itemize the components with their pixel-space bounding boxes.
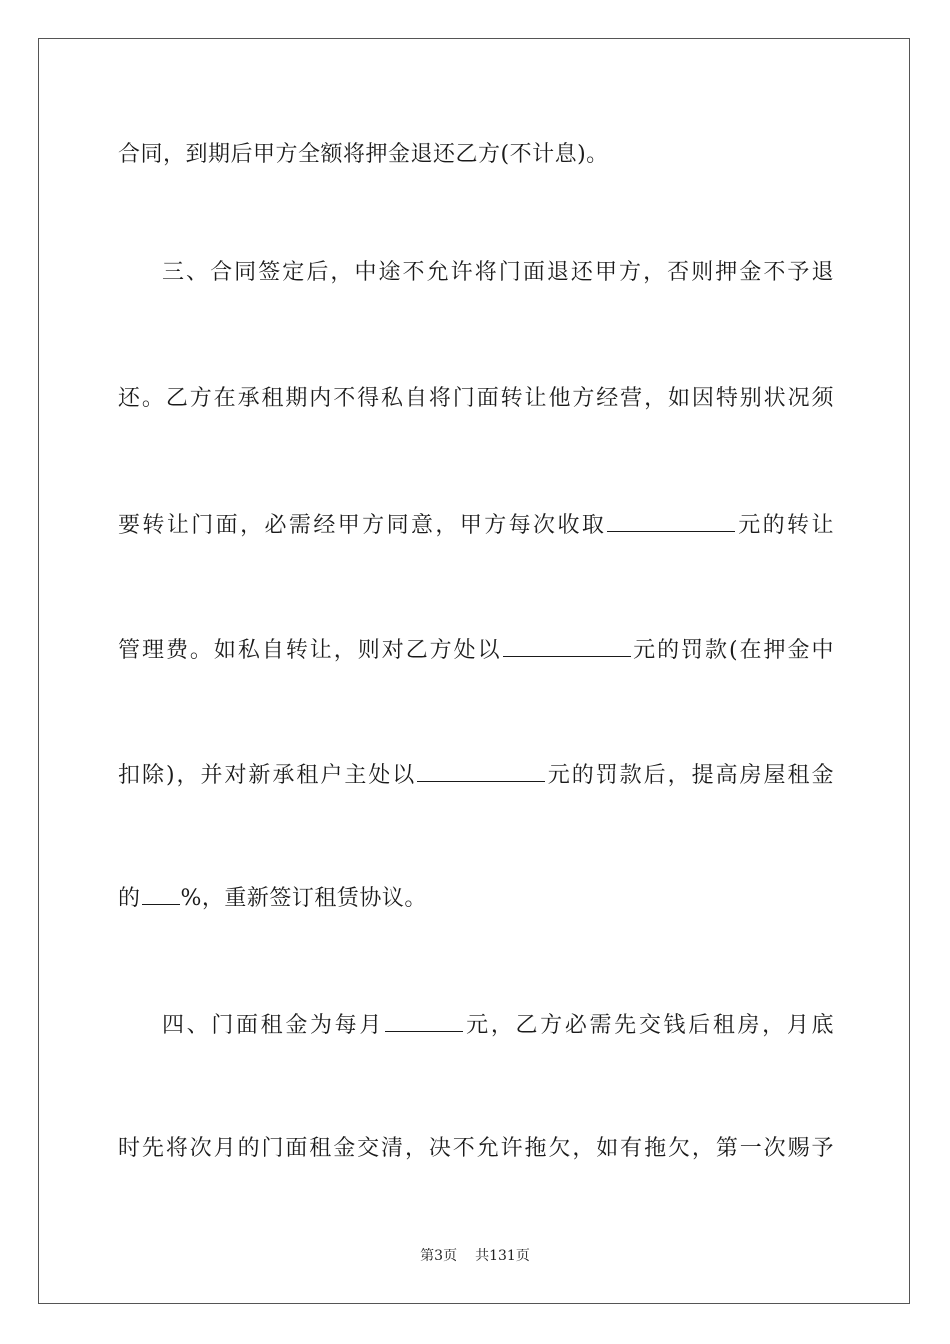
text-segment: 扣除)，并对新承租户主处以 (118, 763, 417, 788)
text-segment: 元的罚款后，提高房屋租金 (546, 763, 834, 788)
text-segment: 元的转让 (736, 513, 834, 538)
text-line-4 (118, 509, 834, 539)
text-line-8 (118, 1009, 834, 1039)
text-segment: 四、门面租金为每月 (162, 1013, 384, 1038)
page-border (38, 38, 910, 1304)
page-total: 共131页 (475, 1248, 530, 1264)
text-segment: 的 (118, 886, 141, 911)
text-line-6 (118, 759, 834, 789)
text-segment: 管理费。如私自转让，则对乙方处以 (118, 638, 502, 663)
text-segment: 元，乙方必需先交钱后租房，月底 (464, 1013, 834, 1038)
text-line-3: 还。乙方在承租期内不得私自将门面转让他方经营，如因特别状况须 (118, 386, 834, 411)
fill-in-blank (385, 1009, 463, 1032)
fill-in-blank (503, 634, 631, 657)
text-segment: %，重新签订租赁协议。 (180, 886, 427, 911)
page-number: 第3页 (420, 1248, 458, 1264)
fill-in-blank (417, 759, 545, 782)
text-line-9: 时先将次月的门面租金交清，决不允许拖欠，如有拖欠，第一次赐予 (118, 1136, 834, 1161)
text-line-1: 合同，到期后甲方全额将押金退还乙方(不计息)。 (118, 142, 609, 167)
fill-in-blank (142, 882, 180, 905)
text-line-2: 三、合同签定后，中途不允许将门面退还甲方，否则押金不予退 (162, 260, 834, 285)
page-footer (0, 1247, 950, 1265)
text-line-5 (118, 634, 834, 664)
text-segment: 要转让门面，必需经甲方同意，甲方每次收取 (118, 513, 607, 538)
text-segment: 元的罚款(在押金中 (631, 638, 834, 663)
text-line-7 (118, 882, 834, 914)
fill-in-blank (607, 509, 735, 532)
